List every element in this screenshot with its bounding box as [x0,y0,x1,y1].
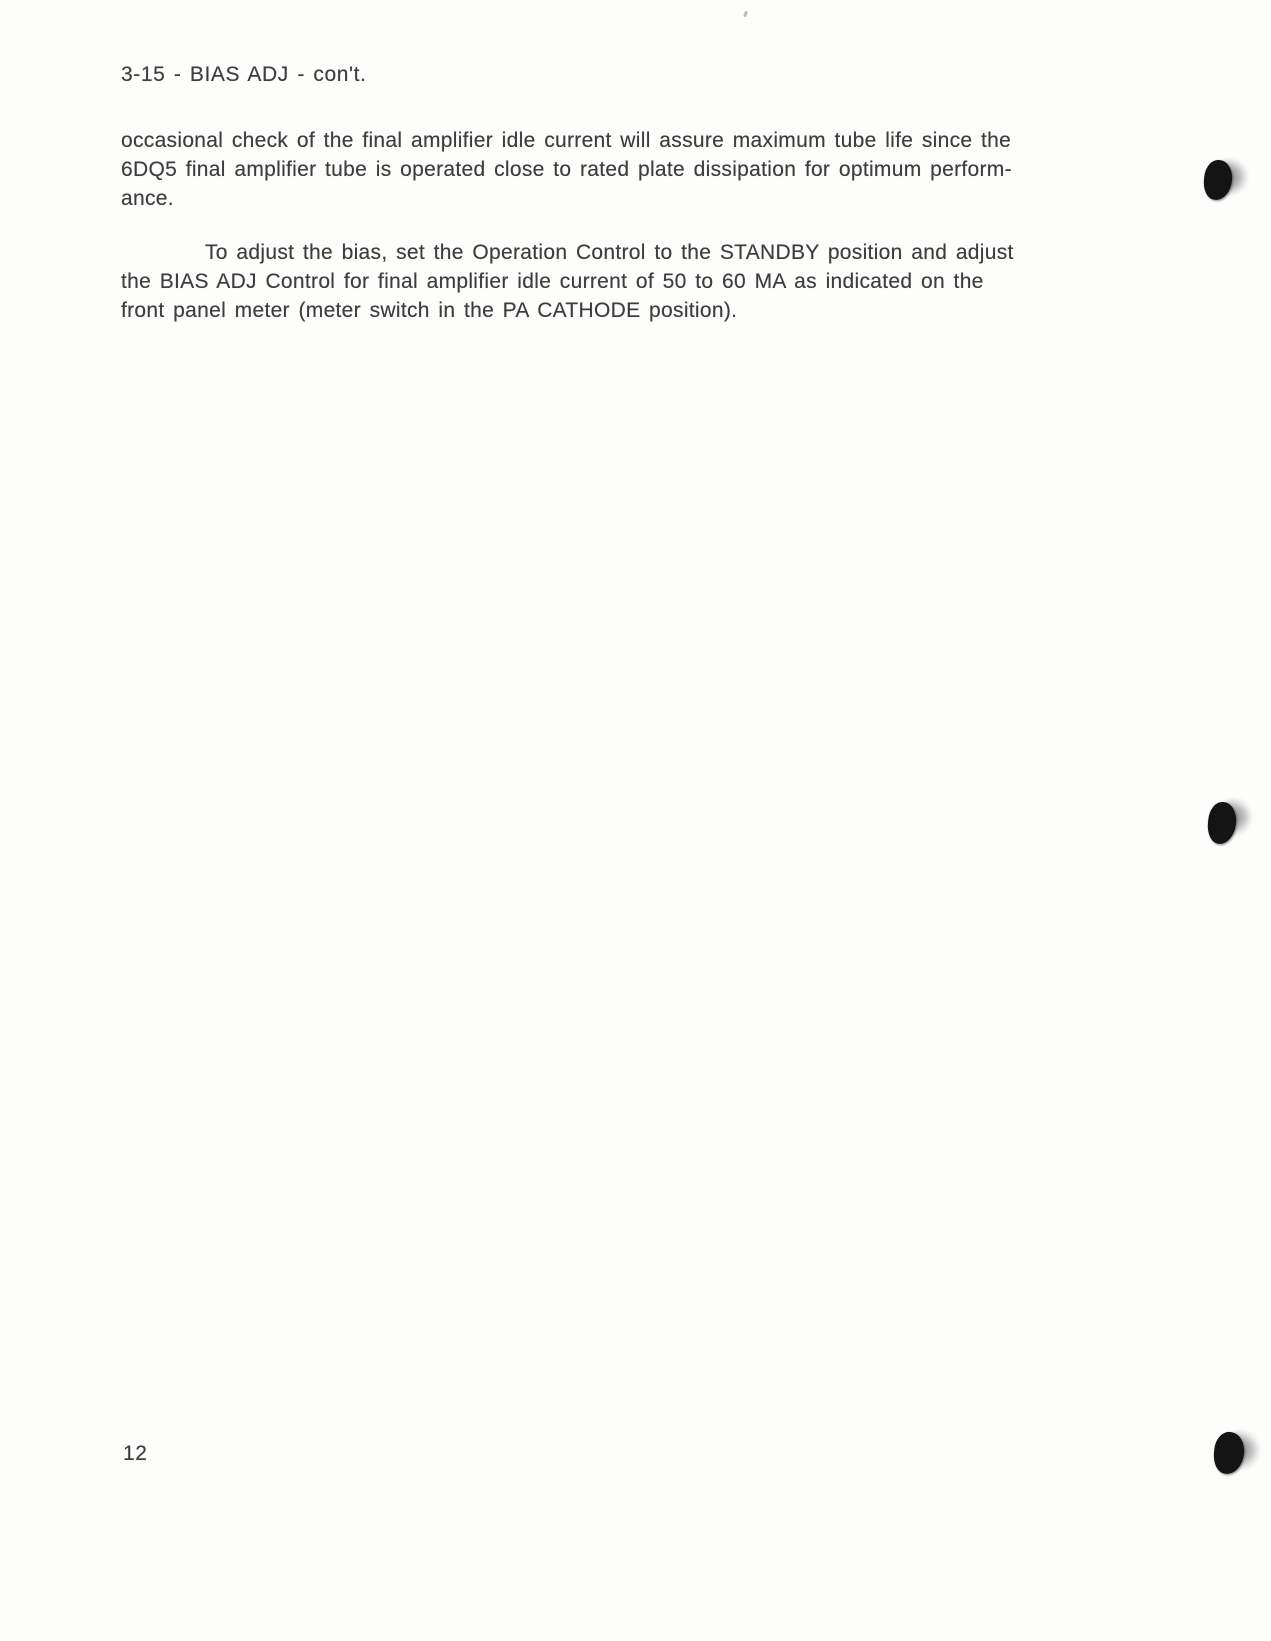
hole-punch [1196,156,1256,206]
hole-punch [1202,1426,1262,1476]
paragraph-2 [121,238,1081,325]
scan-artifact-speck [743,11,748,18]
hole-punch [1198,796,1258,846]
paragraph-1-line-2: 6DQ5 final amplifier tube is operated close to rated plate dissipation for optimum perform- [121,158,1012,181]
page-number: 12 [123,1442,148,1465]
paragraph-1-line-1: occasional check of the final amplifier idle current will assure maximum tube life since the [121,129,1012,152]
paragraph-2-line-2: the BIAS ADJ Control for final amplifier idle current of 50 to 60 MA as indicated on the [121,270,984,293]
paragraph-2-line-3: front panel meter (meter switch in the PA CATHODE position). [121,299,738,322]
paragraph-1-line-3: ance. [121,187,174,210]
paragraph-1 [121,126,1081,213]
section-header: 3-15 - BIAS ADJ - con't. [121,63,367,86]
paragraph-2-line-1: To adjust the bias, set the Operation Control to the STANDBY position and adjust [205,241,1014,264]
